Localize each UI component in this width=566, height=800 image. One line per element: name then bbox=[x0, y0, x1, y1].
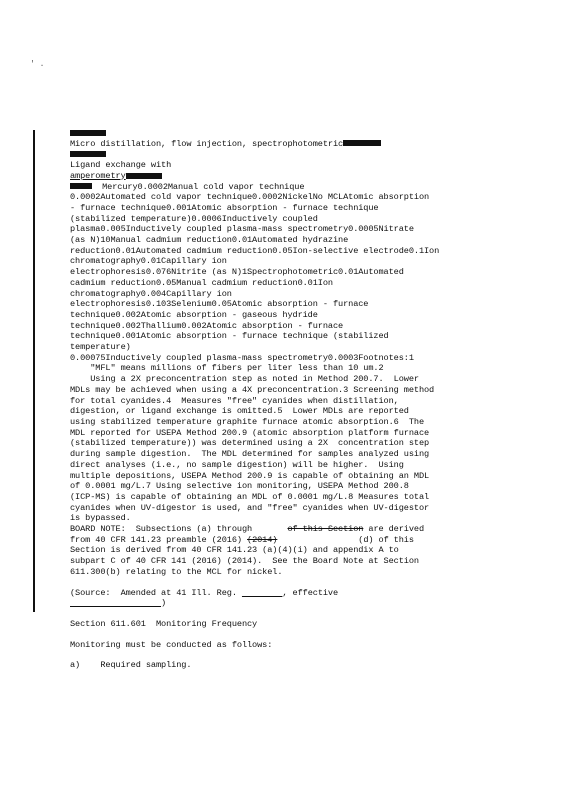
text-line bbox=[70, 171, 550, 182]
text-line: digestion, or ligand exchange is omitted.5 Lower MDLs are reported bbox=[70, 406, 409, 417]
text-line: "MFL" means millions of fibers per liter less than 10 um.2 bbox=[70, 363, 384, 374]
text-line: electrophoresis0.103Selenium0.05Atomic absorption - furnace bbox=[70, 299, 369, 310]
text-line: technique0.002Atomic absorption - gaseous hydride bbox=[70, 309, 318, 320]
text-line: temperature) bbox=[70, 342, 131, 353]
text-span: (d) of this bbox=[358, 534, 414, 545]
text-span: are derived bbox=[368, 524, 425, 535]
text-line: (stabilized temperature)) was determined using a 2X concentration step bbox=[70, 438, 430, 449]
strikethrough-text: (2014) bbox=[247, 534, 278, 545]
text-line: 0.0002Automated cold vapor technique0.0002NickelNo MCLAtomic absorption bbox=[70, 192, 430, 203]
text-line: of 0.0001 mg/L.7 Using selective ion monitoring, USEPA Method 200.8 bbox=[70, 481, 409, 492]
text-line: (ICP-MS) is capable of obtaining an MDL of 0.0001 mg/L.8 Measures total bbox=[70, 491, 430, 502]
revision-bar bbox=[33, 130, 35, 612]
text-line: Ligand exchange with bbox=[70, 160, 172, 171]
text-span: Mercury bbox=[102, 181, 138, 192]
text-line: Section is derived from 40 CFR 141.23 (a)(4)(i) and appendix A to bbox=[70, 545, 399, 556]
document-body bbox=[70, 128, 550, 671]
source-line-end bbox=[70, 598, 550, 609]
text-line: is bypassed. bbox=[70, 513, 131, 524]
text-line: Using a 2X preconcentration step as noted in Method 200.7. Lower bbox=[70, 374, 419, 385]
text-line: plasma0.005Inductively coupled plasma-mass spectrometry0.0005Nitrate bbox=[70, 224, 414, 235]
text-span: ) bbox=[161, 598, 167, 609]
text-line: electrophoresis0.076Nitrite (as N)1Spectrophotometric0.01Automated bbox=[70, 267, 404, 278]
text-span: Micro distillation, flow injection, spectrophotometric bbox=[70, 138, 344, 149]
text-line: subpart C of 40 CFR 141 (2016) (2014). See the Board Note at Section bbox=[70, 556, 419, 567]
text-line bbox=[70, 182, 550, 193]
text-line: chromatography0.004Capillary ion bbox=[70, 288, 232, 299]
text-line: multiple depositions, USEPA Method 200.9 is capable of obtaining an MDL bbox=[70, 470, 430, 481]
text-span: 0.0002Manual cold vapor technique bbox=[137, 181, 305, 192]
text-line: cyanides when UV-digestor is used, and "free" cyanides when UV-digestor bbox=[70, 502, 430, 513]
section-heading: Section 611.601 Monitoring Frequency bbox=[70, 618, 258, 629]
text-line: Monitoring must be conducted as follows: bbox=[70, 639, 273, 650]
text-line: reduction0.01Automated cadmium reduction0.05Ion-selective electrode0.1Ion bbox=[70, 245, 440, 256]
text-line bbox=[70, 139, 550, 150]
text-line: technique0.001Atomic absorption - furnace technique (stabilized bbox=[70, 331, 389, 342]
text-span: amperometry bbox=[70, 170, 126, 181]
source-line bbox=[70, 588, 550, 599]
text-line: MDL reported for USEPA Method 200.9 (atomic absorption platform furnace bbox=[70, 427, 430, 438]
text-span: , effective bbox=[282, 587, 339, 598]
text-line: (as N)10Manual cadmium reduction0.01Automated hydrazine bbox=[70, 235, 349, 246]
text-line: technique0.002Thallium0.002Atomic absorption - furnace bbox=[70, 320, 344, 331]
text-line: 0.00075Inductively coupled plasma-mass spectrometry0.0003Footnotes:1 bbox=[70, 352, 414, 363]
scan-specks: ' . bbox=[30, 60, 45, 69]
redaction-mark bbox=[70, 149, 550, 160]
subsection-line: a) Required sampling. bbox=[70, 660, 192, 671]
text-line bbox=[70, 535, 550, 546]
text-line: using stabilized temperature graphite furnace atomic absorption.6 The bbox=[70, 416, 424, 427]
board-note-line bbox=[70, 524, 550, 535]
text-span: (Source: Amended at 41 Ill. Reg. bbox=[70, 587, 242, 598]
text-span: BOARD NOTE: Subsections (a) through bbox=[70, 524, 253, 535]
text-line: chromatography0.01Capillary ion bbox=[70, 256, 227, 267]
text-line: cadmium reduction0.05Manual cadmium reduction0.01Ion bbox=[70, 277, 333, 288]
blank-underline bbox=[242, 588, 282, 598]
redaction-mark bbox=[70, 128, 550, 139]
text-line: MDLs may be achieved when using a 4X preconcentration.3 Screening method bbox=[70, 384, 435, 395]
text-line: (stabilized temperature)0.0006Inductively coupled bbox=[70, 213, 318, 224]
blank-underline bbox=[70, 598, 161, 608]
text-line: 611.300(b) relating to the MCL for nickel. bbox=[70, 566, 283, 577]
strikethrough-text: of this Section bbox=[287, 524, 364, 535]
text-line: - furnace technique0.001Atomic absorption - furnace technique bbox=[70, 202, 379, 213]
text-line: for total cyanides.4 Measures "free" cyanides when distillation, bbox=[70, 395, 399, 406]
text-span: from 40 CFR 141.23 preamble (2016) bbox=[70, 534, 242, 545]
text-line: direct analyses (i.e., no sample digestion) will be higher. Using bbox=[70, 459, 404, 470]
text-line: during sample digestion. The MDL determined for samples analyzed using bbox=[70, 449, 430, 460]
